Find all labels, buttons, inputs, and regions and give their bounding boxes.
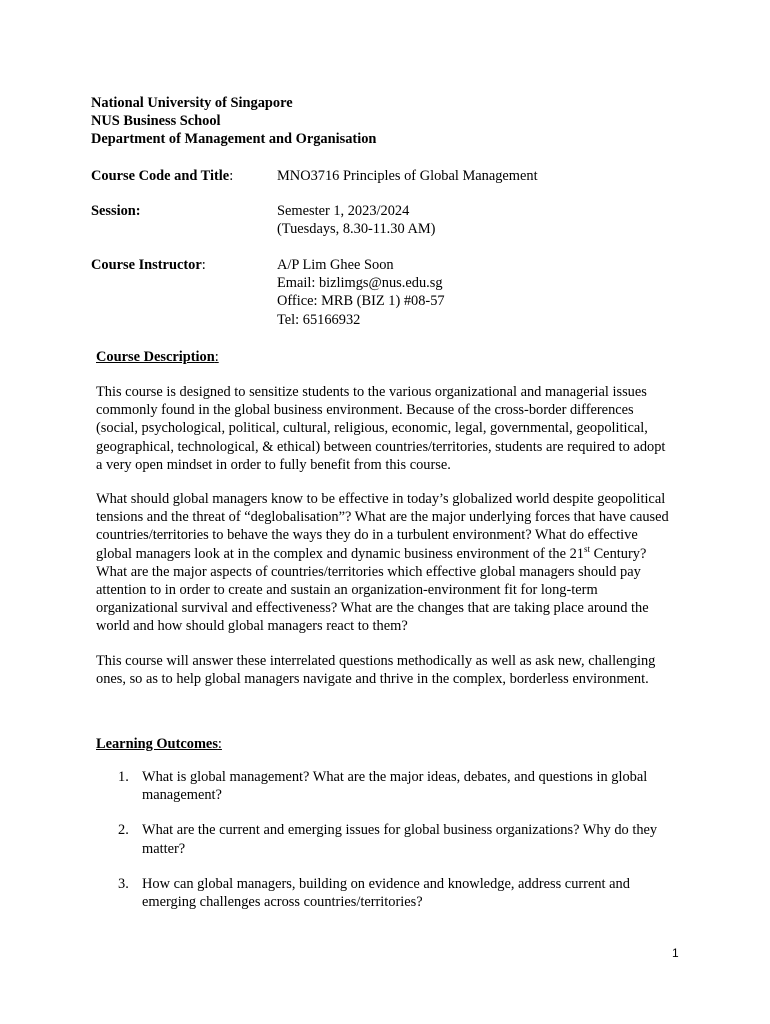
course-code-value: MNO3716 Principles of Global Management (277, 168, 538, 184)
page-number: 1 (672, 946, 679, 960)
university-name: National University of Singapore (91, 95, 293, 111)
learning-outcomes-list (118, 768, 678, 928)
text-line: tensions and the threat of “deglobalisation”? What are the major underlying forces that have caused (96, 509, 669, 526)
text-line: This course is designed to sensitize students to the various organizational and managerial issues (96, 384, 647, 400)
course-code-label: Course Code and Title: (91, 168, 234, 184)
text-line: attention to in order to create and sustain an organization-environment fit for long-term (96, 581, 598, 598)
description-paragraph-2 (96, 490, 708, 636)
instructor-name: A/P Lim Ghee Soon (277, 257, 394, 273)
description-paragraph-1 (96, 383, 708, 474)
list-item: 1. What is global management? What are the major ideas, debates, and questions in global management? (118, 769, 648, 804)
text-line: What are the major aspects of countries/territories which effective global managers should pay (96, 563, 641, 580)
text-line: This course will answer these interrelated questions methodically as well as ask new, challenging (96, 653, 656, 669)
text-line: commonly found in the global business environment. Because of the cross-border differences (96, 402, 634, 419)
school-name: NUS Business School (91, 113, 221, 130)
instructor-office: Office: MRB (BIZ 1) #08-57 (277, 293, 445, 310)
instructor-label: Course Instructor: (91, 257, 206, 273)
text-line: ones, so as to help global managers navigate and thrive in the complex, borderless environment. (96, 671, 649, 688)
text-line: organizational survival and effectiveness? What are the changes that are taking place around the (96, 600, 649, 617)
list-item: 3. How can global managers, building on evidence and knowledge, address current and emerging challenges across countries/territories? (118, 875, 630, 910)
instructor-email: Email: bizlimgs@nus.edu.sg (277, 275, 443, 292)
description-paragraph-3 (96, 652, 708, 688)
session-time: (Tuesdays, 8.30-11.30 AM) (277, 221, 436, 238)
text-line: (social, psychological, political, cultural, religious, economic, legal, governmental, geopolitical, (96, 420, 648, 437)
instructor-tel: Tel: 65166932 (277, 311, 361, 328)
learning-outcomes-heading: Learning Outcomes: (96, 736, 222, 752)
text-line: countries/territories to behave the ways they do in a turbulent environment? What do effective (96, 527, 638, 544)
text-line: a very open mindset in order to fully benefit from this course. (96, 456, 451, 473)
text-line: geographical, technological, & ethical) between countries/territories, students are required to adopt (96, 438, 666, 455)
text-line: world and how should global managers react to them? (96, 618, 408, 635)
text-line: global managers look at in the complex and dynamic business environment of the 21st Century? (96, 543, 647, 562)
session-semester: Semester 1, 2023/2024 (277, 203, 410, 219)
department-name: Department of Management and Organisation (91, 131, 377, 148)
list-item: 2. What are the current and emerging issues for global business organizations? Why do they matter? (118, 822, 658, 857)
text-line: What should global managers know to be effective in today’s globalized world despite geopolitical (96, 491, 666, 507)
course-description-heading: Course Description: (96, 349, 219, 365)
institution-header (91, 94, 376, 149)
session-label: Session: (91, 203, 141, 219)
